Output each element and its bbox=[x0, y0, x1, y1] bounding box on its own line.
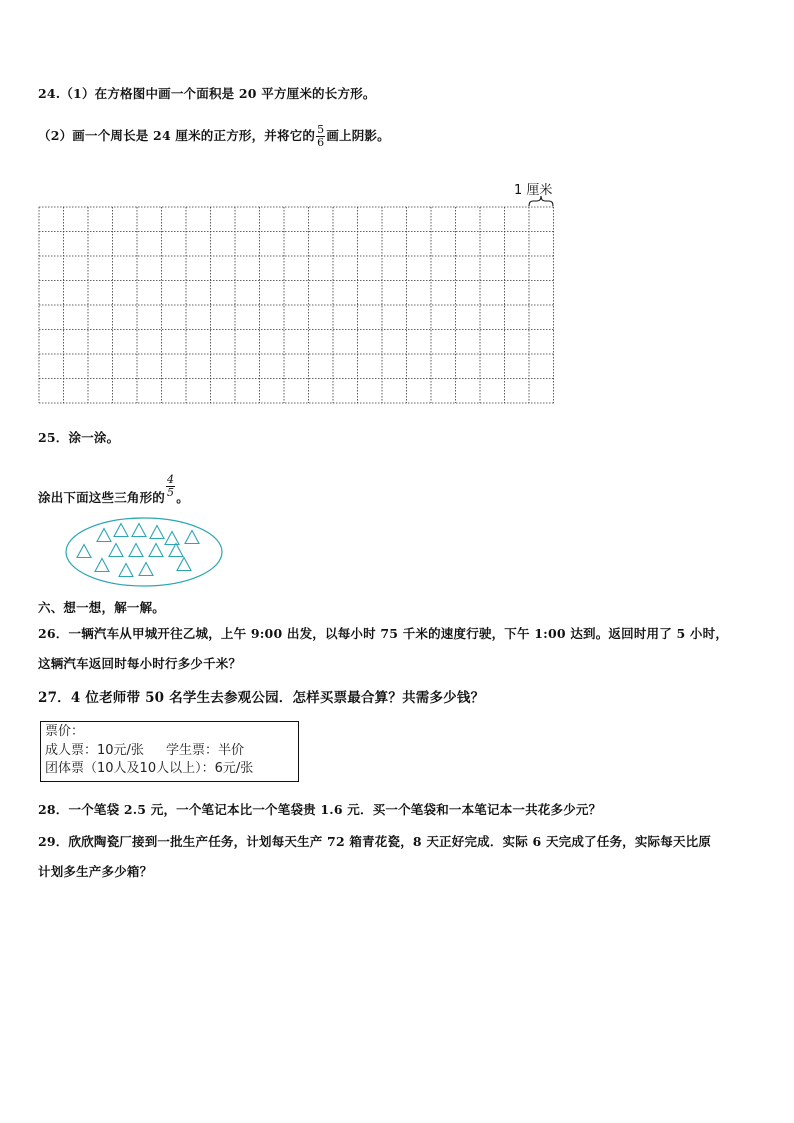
q24-fraction-numerator: 5 bbox=[317, 123, 325, 136]
group-price: 团体票（10人及10人以上）：6元/张 bbox=[45, 761, 254, 776]
q25-instruction-tail: 。 bbox=[176, 490, 189, 505]
q26-line2: 这辆汽车返回时每小时行多少千米？ bbox=[38, 656, 242, 671]
q26-line1: 26．一辆汽车从甲城开往乙城，上午 9:00 出发，以每小时 75 千米的速度行驶，下午 1:00 达到。返回时用了 5 小时， bbox=[38, 626, 729, 641]
triangle-icon[interactable] bbox=[119, 564, 133, 577]
triangle-icon[interactable] bbox=[132, 524, 146, 537]
triangle-icon[interactable] bbox=[95, 559, 109, 572]
triangle-icon[interactable] bbox=[109, 544, 123, 557]
q24-part2-tail: 画上阴影。 bbox=[326, 128, 390, 143]
q24-fraction-denominator: 6 bbox=[317, 136, 325, 149]
q24-part2 bbox=[38, 124, 390, 149]
triangle-icon[interactable] bbox=[139, 563, 153, 576]
triangle-icon[interactable] bbox=[77, 545, 91, 558]
triangle-icon[interactable] bbox=[114, 524, 128, 537]
square-grid[interactable] bbox=[38, 182, 558, 410]
triangle-icon[interactable] bbox=[150, 526, 164, 539]
price-title: 票价： bbox=[45, 724, 85, 739]
triangle-icon[interactable] bbox=[177, 558, 191, 571]
triangle-icon[interactable] bbox=[165, 532, 179, 545]
triangle-oval bbox=[64, 515, 226, 591]
triangle-icon[interactable] bbox=[129, 544, 143, 557]
q27-text: 27．4 位老师带 50 名学生去参观公园．怎样买票最合算？共需多少钱？ bbox=[38, 690, 485, 706]
q24-part2-text: （2）画一个周长是 24 厘米的正方形，并将它的 bbox=[38, 128, 316, 143]
q25-fraction-denominator: 5 bbox=[167, 486, 175, 499]
triangle-icon[interactable] bbox=[149, 544, 163, 557]
q25-title: 25．涂一涂。 bbox=[38, 430, 120, 445]
q29-line1: 29．欣欣陶瓷厂接到一批生产任务，计划每天生产 72 箱青花瓷，8 天正好完成．实际 6 天完成了任务，实际每天比原 bbox=[38, 834, 712, 849]
triangle-icon[interactable] bbox=[97, 529, 111, 542]
price-row-adult-student bbox=[45, 742, 294, 761]
q25-fraction-numerator: 4 bbox=[167, 473, 175, 486]
triangle-icon[interactable] bbox=[169, 544, 183, 557]
q29-line2: 计划多生产多少箱？ bbox=[38, 864, 153, 879]
triangles-group bbox=[77, 524, 199, 577]
q24-part1: 24.（1）在方格图中画一个面积是 20 平方厘米的长方形。 bbox=[38, 86, 376, 101]
adult-price: 成人票：10元/张 bbox=[45, 742, 144, 758]
section-heading: 六、想一想，解一解。 bbox=[38, 600, 166, 615]
q24-fraction bbox=[316, 124, 325, 149]
q25-instruction bbox=[38, 474, 189, 506]
q25-instruction-text: 涂出下面这些三角形的 bbox=[38, 490, 166, 505]
triangle-icon[interactable] bbox=[185, 531, 199, 544]
scale-label: 1 厘米 bbox=[514, 183, 553, 198]
q25-fraction bbox=[166, 474, 175, 499]
price-table bbox=[40, 721, 299, 782]
student-price: 学生票：半价 bbox=[165, 742, 244, 758]
grid-lines bbox=[39, 207, 554, 403]
q28-text: 28．一个笔袋 2.5 元，一个笔记本比一个笔袋贵 1.6 元．买一个笔袋和一本笔记本一共花多少元？ bbox=[38, 802, 602, 817]
